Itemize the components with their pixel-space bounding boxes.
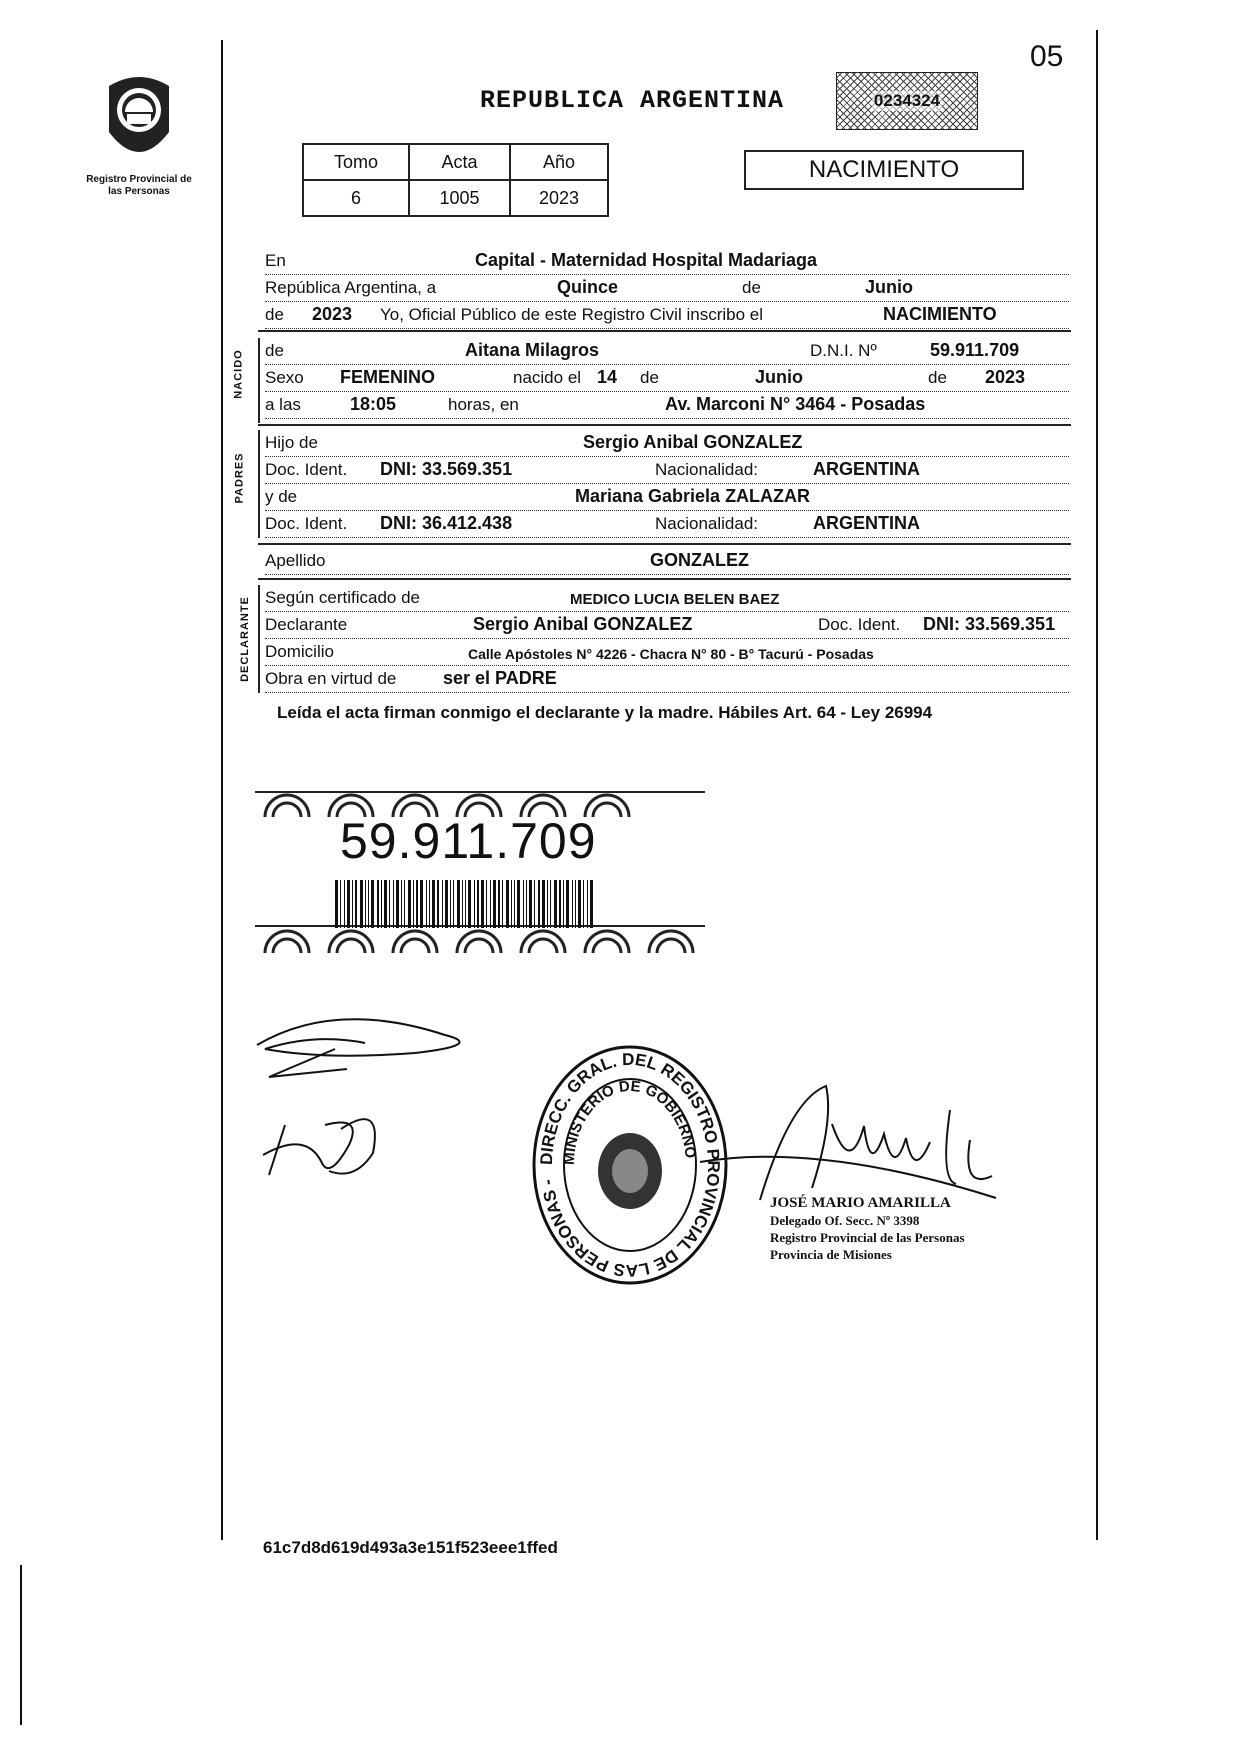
value-anio: 2023 [510,180,608,216]
value-tipo: NACIMIENTO [883,304,997,324]
dni-large: 59.911.709 [340,813,597,869]
label-en: En [265,251,286,270]
value-mes-nacimiento: Junio [755,367,803,387]
line-hora [265,392,1069,419]
line-y-de [265,484,1069,511]
value-anio-nacimiento: 2023 [985,367,1026,387]
value-lugar-nacimiento: Av. Marconi N° 3464 - Posadas [665,394,926,414]
stamp-code: 0234324 [873,91,941,110]
value-dni: 59.911.709 [930,340,1020,360]
value-lugar: Capital - Maternidad Hospital Madariaga [475,250,818,270]
label-apellido: Apellido [265,551,326,570]
section-rule-1 [258,330,1071,332]
label-nacionalidad-1: Nacionalidad: [655,460,759,479]
section-rule-4 [258,578,1071,580]
section-rule-2 [258,424,1071,426]
signature-left [245,1005,515,1205]
misiones-shield-icon [101,68,177,172]
barcode-icon [335,880,595,928]
label-doc-ident-1: Doc. Ident. [265,460,348,479]
bracket-declarante [258,585,260,693]
label-de-5: de [928,368,947,387]
header-tomo: Tomo [303,144,409,180]
label-de-4: de [640,368,659,387]
line-mother-doc [265,511,1069,538]
signer-block [770,1195,1070,1263]
line-sexo [265,365,1069,392]
bracket-nacido [258,338,260,423]
label-a-las: a las [265,395,301,414]
label-dni: D.N.I. Nº [810,341,877,360]
label-domicilio: Domicilio [265,642,334,661]
line-certificado [265,585,1069,612]
label-segun-certificado: Según certificado de [265,588,420,607]
registry-logo [80,68,198,198]
logo-caption: Registro Provincial de las Personas [86,174,192,197]
registry-table-header [303,144,608,180]
document-type: NACIMIENTO [744,150,1024,190]
value-en-virtud: ser el PADRE [443,668,557,688]
document-hash: 61c7d8d619d493a3e151f523eee1ffed [263,1538,558,1557]
value-anio-inscripcion: 2023 [312,304,353,324]
page-number: 05 [1030,40,1064,73]
label-de-1: de [742,278,761,297]
line-en [265,248,1069,275]
signer-office: Registro Provincial de las Personas [770,1230,965,1245]
label-republica: República Argentina, a [265,278,437,297]
signer-title: Delegado Of. Secc. Nº 3398 [770,1213,920,1228]
value-declarante: Sergio Anibal GONZALEZ [473,614,693,634]
value-father-name: Sergio Anibal GONZALEZ [583,432,803,452]
label-doc-ident-2: Doc. Ident. [265,514,348,533]
value-domicilio: Calle Apóstoles N° 4226 - Chacra N° 80 - B° Tacurú - Posadas [468,646,874,662]
right-margin-line [1096,30,1098,1540]
label-de-2: de [265,305,284,324]
label-hijo-de: Hijo de [265,433,318,452]
line-fecha [265,275,1069,302]
label-nacionalidad-2: Nacionalidad: [655,514,759,533]
side-label-declarante: DECLARANTE [238,596,251,682]
label-yo-oficial: Yo, Oficial Público de este Registro Civil inscribo el [380,305,763,324]
label-horas-en: horas, en [448,395,519,414]
signer-name: JOSÉ MARIO AMARILLA [770,1195,951,1211]
closing-statement: Leída el acta firman conmigo el declarante y la madre. Hábiles Art. 64 - Ley 26994 [277,703,933,722]
value-sexo: FEMENINO [340,367,436,387]
line-father-doc [265,457,1069,484]
label-sexo: Sexo [265,368,304,387]
value-dia-nacimiento: 14 [597,367,618,387]
bracket-padres [258,430,260,538]
signer-province: Provincia de Misiones [770,1247,892,1262]
line-nombre [265,338,1069,365]
line-declarante [265,612,1069,639]
header-anio: Año [510,144,608,180]
label-y-de: y de [265,487,298,506]
value-dia-inscripcion: Quince [557,277,619,297]
label-nacido-el: nacido el [513,368,582,387]
value-mes-inscripcion: Junio [865,277,913,297]
line-domicilio [265,639,1069,666]
line-hijo-de [265,430,1069,457]
header-acta: Acta [409,144,510,180]
value-mother-name: Mariana Gabriela ZALAZAR [575,486,811,506]
stamp-code-box [836,72,978,130]
section-rule-3 [258,543,1071,545]
registry-table [302,143,609,217]
line-inscripcion [265,302,1069,329]
value-nombre: Aitana Milagros [465,340,600,360]
value-tomo: 6 [303,180,409,216]
country-title: REPUBLICA ARGENTINA [480,86,785,115]
value-mother-nationality: ARGENTINA [813,513,920,533]
value-declarante-doc: DNI: 33.569.351 [923,614,1056,634]
left-margin-line [221,40,223,1540]
value-father-nationality: ARGENTINA [813,459,920,479]
scan-edge-line [20,1565,22,1725]
seal-outer-text: DIRECC. GRAL. DEL REGISTRO PROVINCIAL DE LAS PERSONAS - [536,1049,724,1281]
label-doc-ident-3: Doc. Ident. [818,615,901,634]
seal-inner-text: MINISTERIO DE GOBIERNO [560,1077,699,1166]
side-label-padres: PADRES [233,452,246,504]
line-en-virtud [265,666,1069,693]
label-de-3: de [265,341,284,360]
line-apellido [265,548,1069,575]
value-acta: 1005 [409,180,510,216]
value-mother-doc: DNI: 36.412.438 [380,513,513,533]
value-certificado: MEDICO LUCIA BELEN BAEZ [570,591,780,608]
value-apellido: GONZALEZ [650,550,749,570]
label-obra-en-virtud: Obra en virtud de [265,669,397,688]
registry-table-values [303,180,608,216]
side-label-nacido: NACIDO [232,349,245,399]
label-declarante: Declarante [265,615,348,634]
value-father-doc: DNI: 33.569.351 [380,459,513,479]
value-hora: 18:05 [350,394,397,414]
